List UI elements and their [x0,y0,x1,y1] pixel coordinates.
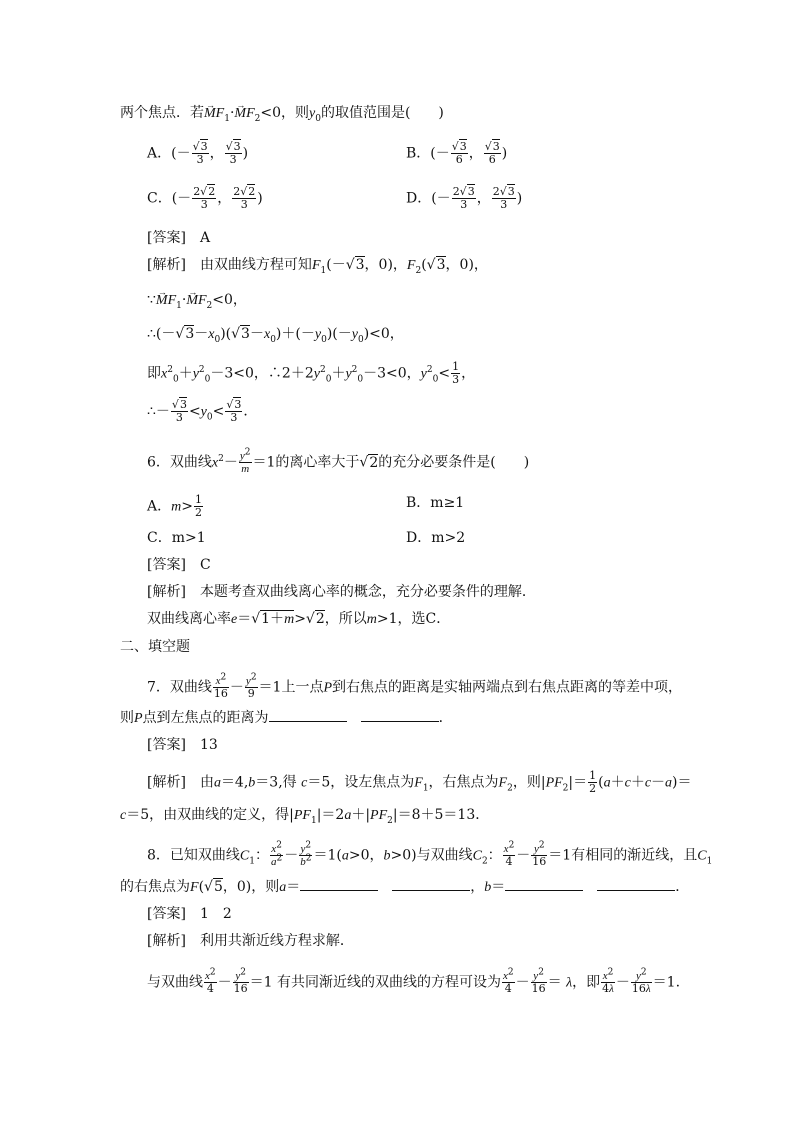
q6-option-c: C．m>1 [147,530,206,546]
q7-answer: [答案] 13 [147,737,218,753]
answer-blank[interactable] [269,709,347,722]
q6-stem: 6．双曲线$x^2-$ $\frac{y^2}{m}$ ＝1的离心率大于√2的充分必要条件是( ) [147,447,530,475]
q7-explanation-1: [解析] 由a＝4,b＝3,得 c＝5，设左焦点为$F_1$，右焦点为$F_2$，则$|PF_2|=$ $\frac{1}{2}$ (a＋c＋c－a)＝ [147,769,692,795]
q5-stem: 两个焦点．若→ $MF_1\cdot\to MF_2<0$，则$y_0$的取值范围是( ) [120,104,444,123]
section-title: 二、填空题 [120,639,190,655]
q7-stem: 7．双曲线 $\frac{x^2}{16}$ － $\frac{y^2}{9}$ ＝1上一点P到右焦点的距离是实轴两端点到右焦点距离的等差中项， [147,672,683,700]
q5-option-c: C．(－ $\frac{2√2}{3}$ ， $\frac{2√2}{3}$ ) [147,185,263,211]
answer-blank[interactable] [392,878,470,891]
q6-option-b: B．m≥1 [406,495,465,511]
q6-option-a: A．m> $\frac{1}{2}$ [147,493,202,519]
q6-option-d: D．m>2 [406,530,466,546]
q5-option-b: B．(－ $\frac{√3}{6}$ ， $\frac{√3}{6}$ ) [406,140,508,166]
q5-option-d: D．(－ $\frac{2√3}{3}$ ， $\frac{2√3}{3}$ ) [406,185,523,211]
q6-explanation-1: [解析] 本题考查双曲线离心率的概念，充分必要条件的理解． [147,584,536,600]
q5-explanation-3: $\therefore(-√3-x_0)(√3-x_0)+(-y_0)(-y_0)<0$， [147,326,404,345]
q5-explanation-2: ∵→ $MF_1\cdot\to MF_2<0$， [147,291,247,310]
q5-explanation-1: [解析] 由双曲线方程可知$F_1(-√3$，0)，$F_2(√3$，0)， [147,257,488,276]
q5-answer: [答案] A [147,230,211,246]
q5-explanation-4: 即$x^2_0+y^2_0-3<0$，$\therefore 2+2y^2_0+y^2_0-3<0$，$y^2_0<$ $\frac{1}{3}$ ， [147,360,476,386]
q6-answer: [答案] C [147,557,211,573]
q8-stem: 8．已知双曲线$C_1$： $\frac{x^2}{a^2}$ － $\frac{y^2}{b^2}$ ＝1(a>0，b>0)与双曲线$C_2$： $\frac{x^2}{4}$ － $\frac{y^2}{16}$ ＝1有相同的渐近线，且$C_1$ [147,840,713,868]
answer-blank[interactable] [361,709,439,722]
q7-stem-2: 则P点到左焦点的距离为 ． [120,710,453,726]
q5-explanation-5: ∴－ $\frac{√3}{3}$ $<y_0<$ $\frac{√3}{3}$ ． [147,398,258,424]
q6-explanation-2: 双曲线离心率e＝√1＋m>√2，所以m>1，选C． [147,611,451,627]
answer-blank[interactable] [505,878,583,891]
q5-option-a: A．(－ $\frac{√3}{3}$ ， $\frac{√3}{3}$ ) [147,140,249,166]
q8-explanation-2: 与双曲线 $\frac{x^2}{4}$ － $\frac{y^2}{16}$ ＝1 有共同渐近线的双曲线的方程可设为 $\frac{x^2}{4}$ － $\frac{y^2}{16}$ ＝ λ，即 $\frac{x^2}{4\lambda}$ － $\frac{y^2}{16\lambda}$ ＝1. [147,967,681,995]
q8-explanation-1: [解析] 利用共渐近线方程求解． [147,933,354,949]
answer-blank[interactable] [597,878,675,891]
q7-explanation-2: c＝5，由双曲线的定义，得$|PF_1|=2a+|PF_2|=8+5=13$． [120,807,490,826]
q8-answer: [答案] 1 2 [147,906,232,922]
answer-blank[interactable] [300,878,378,891]
q8-stem-2: 的右焦点为F(√5，0)，则a＝ ，b＝ ． [120,879,690,895]
